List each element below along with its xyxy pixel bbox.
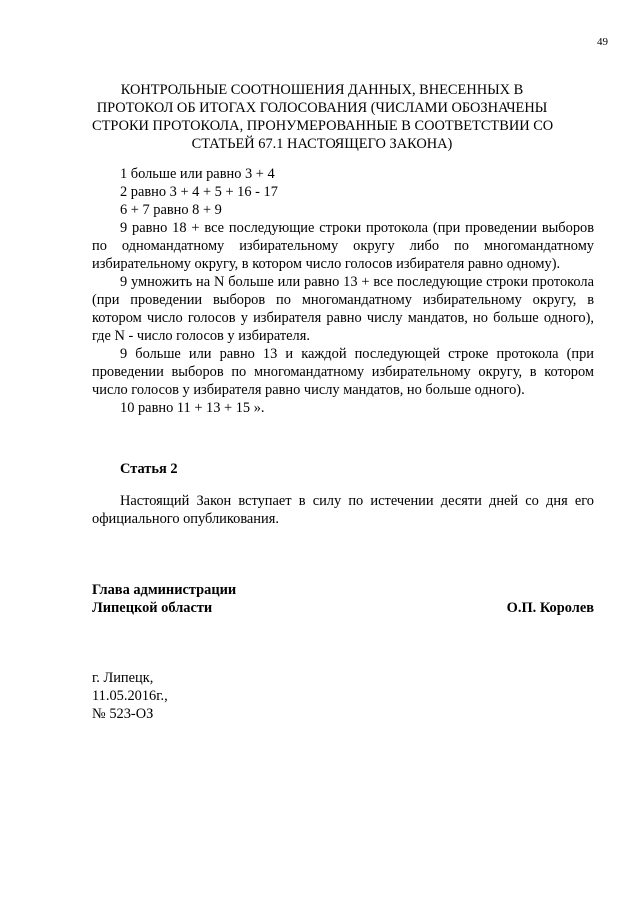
article-heading: Статья 2 — [120, 461, 178, 477]
title-line-3: СТРОКИ ПРОТОКОЛА, ПРОНУМЕРОВАННЫЕ В СООТВЕТСТВИИ СО — [92, 118, 554, 134]
signer-name: О.П. Королев — [506, 600, 594, 616]
formula-6: 9 больше или равно 13 и каждой последующей строке протокола (при проведении выборов по многомандатному избирательному округу, в котором число голосов у избирателя равно числу мандатов, но больше одного). — [92, 346, 594, 398]
title-line-4: СТАТЬЕЙ 67.1 НАСТОЯЩЕГО ЗАКОНА) — [191, 136, 453, 152]
title-line-2: ПРОТОКОЛ ОБ ИТОГАХ ГОЛОСОВАНИЯ (ЧИСЛАМИ ОБОЗНАЧЕНЫ — [96, 100, 548, 116]
page-number: 49 — [597, 36, 608, 48]
document-footer — [92, 669, 168, 723]
title-line-1: КОНТРОЛЬНЫЕ СООТНОШЕНИЯ ДАННЫХ, ВНЕСЕННЫХ В — [120, 82, 524, 98]
formula-5: 9 умножить на N больше или равно 13 + все последующие строки протокола (при проведении выборов по многомандатному избирательному округу, в котором число голосов у избирателя равно числу мандатов, но больше одного), где N - число голосов у избирателя. — [92, 274, 594, 344]
signer-position-line-1: Глава администрации — [92, 582, 237, 598]
formula-7: 10 равно 11 + 13 + 15 ». — [120, 400, 265, 416]
article-text: Настоящий Закон вступает в силу по истечении десяти дней со дня его официального опубликования. — [92, 493, 594, 527]
document-title — [92, 81, 552, 153]
signer-position-line-2: Липецкой области — [92, 600, 213, 616]
formula-3: 6 + 7 равно 8 + 9 — [120, 202, 222, 218]
formula-1: 1 больше или равно 3 + 4 — [120, 166, 275, 182]
signature-block — [92, 581, 594, 617]
formula-4: 9 равно 18 + все последующие строки протокола (при проведении выборов по одномандатному избирательному округу либо по многомандатному избирательному округу, в котором число голосов избирателя равно одному). — [92, 220, 594, 272]
footer-city: г. Липецк, — [92, 670, 154, 686]
footer-law-number: № 523-ОЗ — [92, 706, 154, 722]
signature-row — [92, 599, 594, 617]
article-body — [92, 492, 594, 528]
footer-date: 11.05.2016г., — [92, 688, 168, 704]
formula-2: 2 равно 3 + 4 + 5 + 16 - 17 — [120, 184, 278, 200]
control-relations-list — [92, 165, 594, 417]
